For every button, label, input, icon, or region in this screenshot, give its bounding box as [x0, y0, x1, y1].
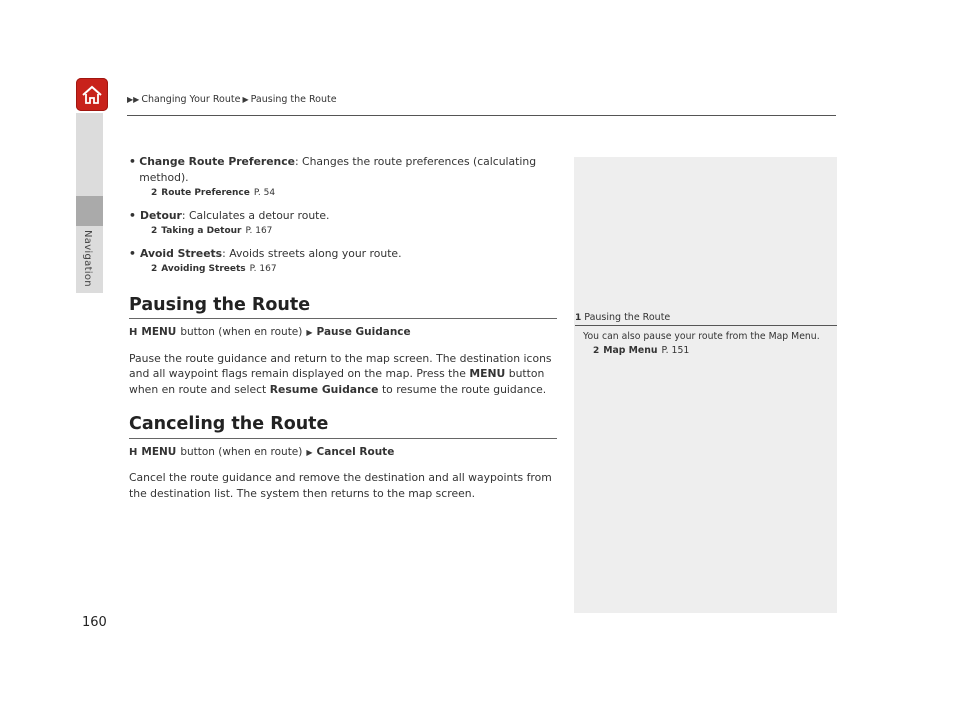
list-item: [129, 154, 559, 185]
ref-page: P. 151: [661, 345, 690, 356]
note-rule: [575, 325, 837, 326]
cross-reference[interactable]: [151, 186, 559, 202]
note-text: You can also pause your route from the Map Menu.: [583, 331, 820, 342]
breadcrumb-item[interactable]: Pausing the Route: [250, 94, 337, 105]
home-button[interactable]: [76, 78, 108, 111]
paragraph: Pause the route guidance and return to the map screen. The destination icons and all waypoint flags remain displayed on the map. Press the MENU button when en route and select Resume Guidance to resume the route guidance.: [129, 351, 552, 396]
menu-target: Cancel Route: [316, 445, 395, 458]
bullet-icon: •: [129, 208, 136, 222]
note-sidebar: [574, 157, 837, 613]
cross-reference[interactable]: [593, 344, 820, 358]
hardware-button-icon: H: [129, 327, 138, 338]
note-body: [583, 330, 820, 358]
page-number: 160: [82, 615, 107, 630]
list-item: [129, 208, 559, 224]
side-label: Navigation: [82, 230, 93, 287]
triangle-icon: ▶: [306, 328, 313, 337]
main-content: [129, 154, 559, 501]
term-desc: : Changes the route preferences (calculating method).: [139, 155, 537, 184]
breadcrumb-item[interactable]: Changing Your Route: [141, 94, 241, 105]
ref-page: P. 54: [253, 188, 276, 198]
menu-button-label: MENU: [141, 445, 177, 458]
breadcrumb: [127, 94, 337, 105]
triangle-icon: ▶: [306, 447, 313, 457]
section-title-canceling: Canceling the Route: [129, 417, 557, 439]
ref-page: P. 167: [245, 226, 273, 236]
bullet-icon: •: [129, 155, 136, 168]
menu-path-text: button (when en route): [180, 326, 303, 338]
ref-page: P. 167: [249, 264, 277, 274]
menu-path-text: button (when en route): [180, 445, 303, 458]
menu-path: [129, 325, 559, 341]
triangle-icon: ▶: [242, 95, 249, 104]
note-marker-icon: 1: [575, 312, 582, 323]
triangle-icon: ▶▶: [127, 95, 140, 104]
ref-title: Avoiding Streets: [161, 264, 246, 274]
section-title-pausing: Pausing the Route: [129, 298, 557, 320]
cross-reference[interactable]: [151, 262, 559, 278]
ref-arrow-icon: 2: [151, 188, 158, 198]
section-tab[interactable]: [76, 196, 103, 226]
menu-button-label: MENU: [141, 326, 177, 338]
term-desc: : Avoids streets along your route.: [222, 246, 402, 260]
ref-arrow-icon: 2: [151, 264, 158, 274]
bullet-icon: •: [129, 246, 136, 260]
home-icon: [81, 85, 103, 105]
cross-reference[interactable]: [151, 224, 559, 240]
note-title: 1 Pausing the Route: [575, 312, 671, 323]
term: Change Route Preference: [139, 155, 295, 168]
bullet-list: [129, 154, 559, 278]
menu-path: [129, 445, 559, 461]
ref-title: Taking a Detour: [161, 226, 242, 236]
term: Avoid Streets: [140, 246, 223, 260]
term: Detour: [140, 208, 182, 222]
menu-target: Pause Guidance: [316, 326, 411, 338]
paragraph: Cancel the route guidance and remove the destination and all waypoints from the destination list. The system then returns to the map screen.: [129, 471, 552, 500]
ref-arrow-icon: 2: [151, 226, 158, 236]
hardware-button-icon: H: [129, 446, 138, 458]
header-rule: [127, 115, 836, 116]
ref-title: Map Menu: [603, 345, 658, 356]
ref-arrow-icon: 2: [593, 346, 600, 356]
ref-title: Route Preference: [161, 188, 250, 198]
list-item: [129, 246, 559, 262]
term-desc: : Calculates a detour route.: [181, 208, 330, 222]
